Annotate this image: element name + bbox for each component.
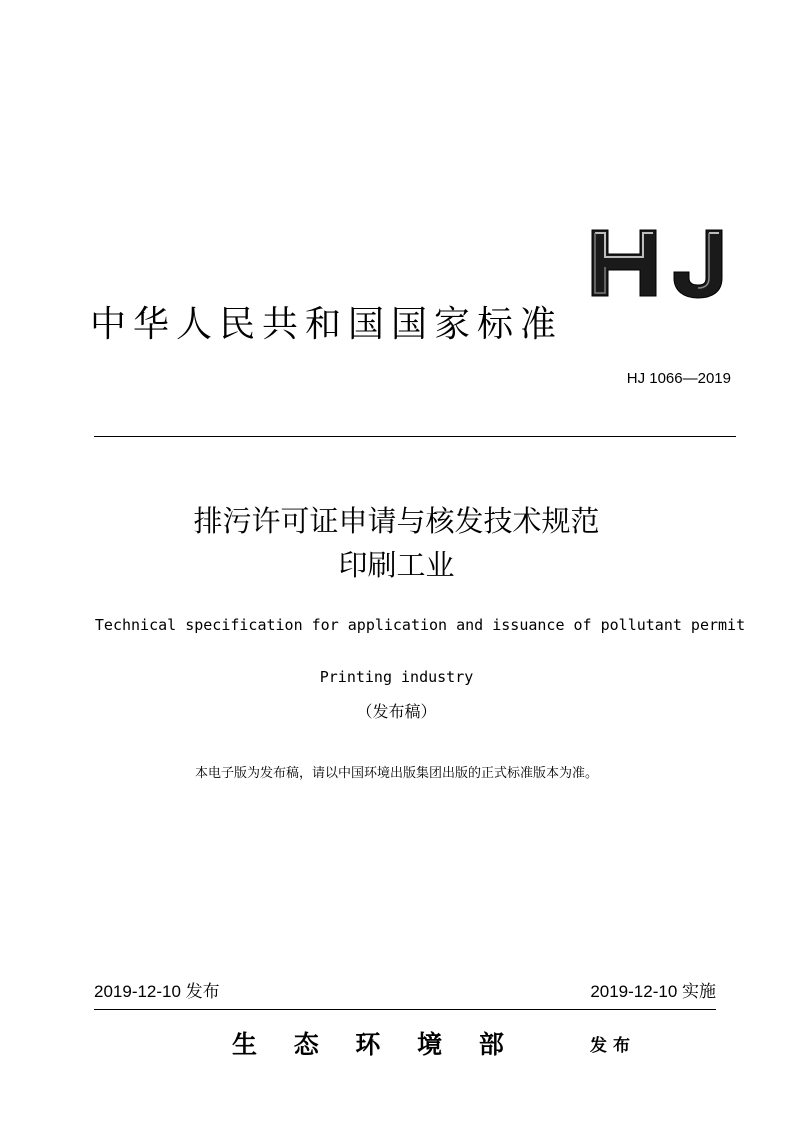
header-divider [94,436,736,437]
implementation-date: 2019-12-10 实施 [590,982,716,1001]
title-chinese-line-2: 印刷工业 [338,548,455,582]
hj-logo-letter-j [674,230,722,298]
hj-logo-mark [588,222,730,300]
hj-logo-letter-h [592,230,656,296]
standard-number: HJ 1066—2019 [626,370,731,387]
issuing-authority: 生 态 环 境 部 [232,1030,518,1059]
standard-type-heading: 中华人民共和国国家标准 [90,304,564,345]
draft-label: （发布稿） [356,702,437,721]
issue-verb: 发布 [590,1036,636,1056]
title-chinese-line-1: 排污许可证申请与核发技术规范 [193,504,600,538]
footer-divider [94,1009,716,1010]
electronic-version-note: 本电子版为发布稿，请以中国环境出版集团出版的正式标准版本为准。 [194,766,598,781]
issue-date: 2019-12-10 发布 [94,982,220,1001]
subtitle-english: Printing industry [319,668,474,686]
title-english: Technical specification for application and issuance of pollutant permit [94,616,746,634]
hj-logo [588,222,730,300]
